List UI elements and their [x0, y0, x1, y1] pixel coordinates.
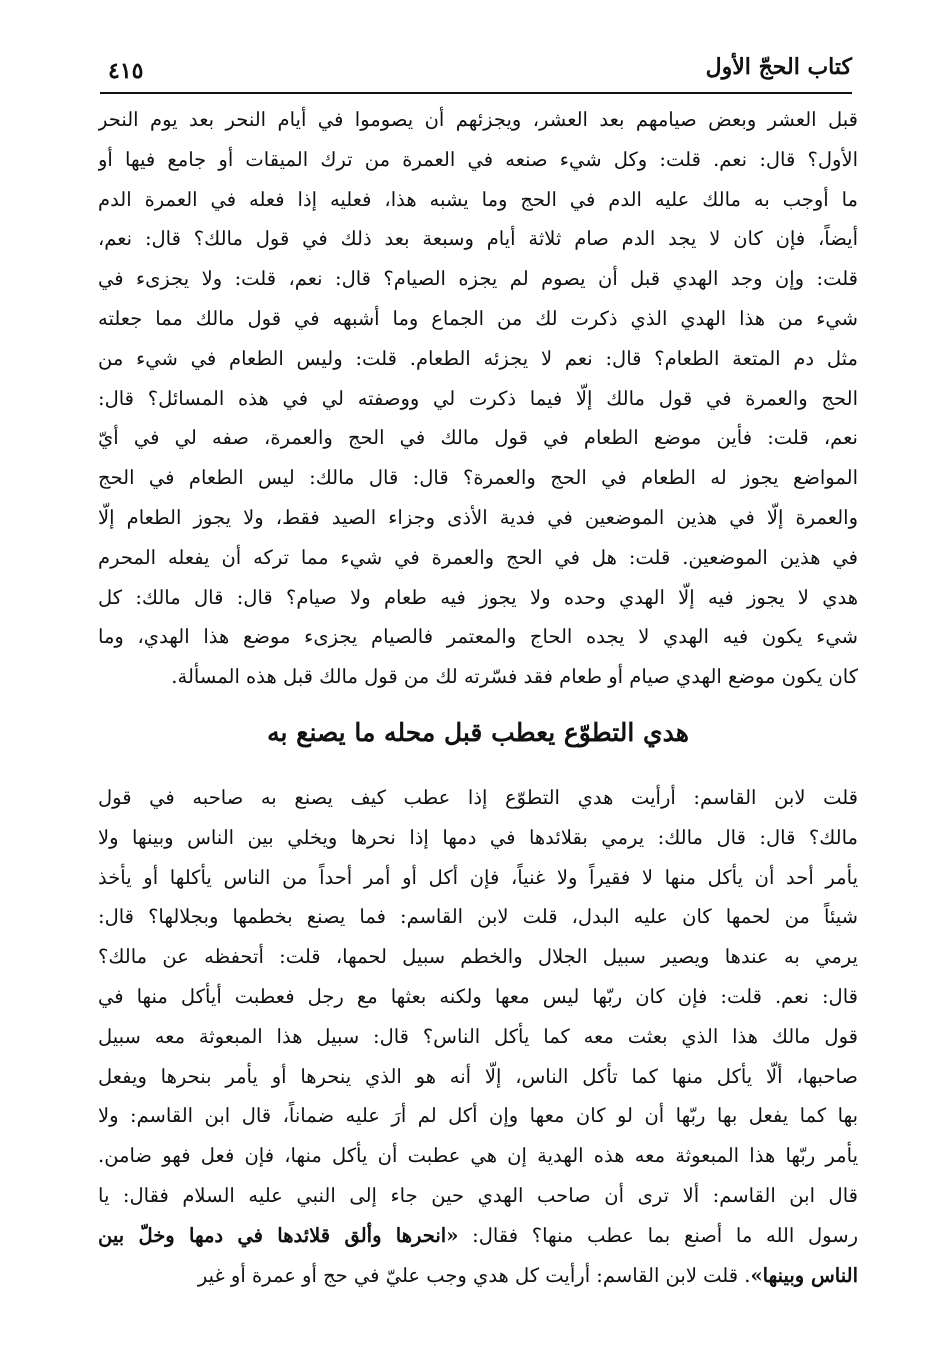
text-line: قال ابن القاسم: ألا ترى أن صاحب الهدي حين جاء إلى النبي عليه السلام فقال: يا [98, 1183, 858, 1207]
text-line: قلت لابن القاسم: أرأيت هدي التطوّع إذا عطب كيف يصنع به صاحبه في قول [98, 786, 858, 809]
running-title: كتاب الحجّ الأول [705, 54, 852, 80]
text-line: الأول؟ قال: نعم. قلت: وكل شيء صنعه في العمرة من ترك الميقات أو جامع فيها أو [98, 147, 858, 171]
text-line: شيء يكون فيه الهدي لا يجده الحاج والمعتمر فالصيام يجزىء موضع هذا الهدي، وما [98, 625, 858, 649]
text-line: قول مالك هذا الذي بعثت معه كما يأكل الناس؟ قال: سبيل هذا المبعوثة معه سبيل [98, 1024, 858, 1048]
hadith-quote: الناس وبينها» [750, 1263, 858, 1287]
text-line: يأمر ربّها هذا المبعوثة معه هذه الهدية إن هي عطبت أن يأكل منها، فإن فعل فهو ضامن. [98, 1144, 858, 1168]
text-line: في هذين الموضعين. قلت: هل في الحج والعمرة في شيء مما تركه أن يفعله المحرم [98, 545, 858, 569]
text-line: كان يكون موضع الهدي صيام أو طعام فقد فسّرته لك من قول مالك قبل هذه المسألة. [171, 665, 858, 689]
text-line: ما أوجب به مالك عليه الدم في الحج وما يشبه هذا، فعليه إذا فعله في العمرة الدم [98, 187, 858, 211]
text-line: مالك؟ قال: قال مالك: يرمي بقلائدها في دمها إذا نحرها ويخلي بين الناس وبينها ولا [98, 825, 858, 849]
hadith-quote: «انحرها وألق قلائدها في دمها وخلّ بين [98, 1223, 459, 1247]
text-line: هدي لا يجوز فيه إلّا الهدي وحده ولا يجوز فيه طعام ولا صيام؟ قال: قال مالك: كل [98, 585, 858, 609]
text-line: الحج والعمرة في قول مالك إلّا فيما ذكرت لي ووصفته لي في هذه المسائل؟ قال: [98, 386, 858, 410]
page-header [100, 52, 852, 94]
paragraph-section [98, 778, 858, 1295]
text-line: صاحبها، ألّا يأكل منها كما تأكل الناس، إلّا أنه هو الذي ينحرها أو يأمر بنحرها ويفعل [98, 1064, 858, 1088]
text-line: قبل العشر وبعض صيامهم بعد العشر، ويجزئهم أن يصوموا في أيام النحر بعد يوم النحر [98, 108, 858, 131]
text-line: والعمرة إلّا في هذين الموضعين في فدية الأذى وجزاء الصيد فقط، ولا يجوز الطعام إلّا [98, 505, 858, 529]
paragraph-continuation [98, 100, 858, 697]
page-number: ٤١٥ [108, 58, 144, 84]
text-line: الناس وبينها». قلت لابن القاسم: أرأيت كل هدي وجب عليّ في حج أو عمرة أو غير [197, 1263, 858, 1287]
text-line: مثل دم المتعة الطعام؟ قال: نعم لا يجزئه الطعام. قلت: وليس الطعام في شيء من [98, 346, 858, 370]
text-line: بها كما يفعل بها ربّها أن لو كان معها وإن أكل لم أرَ عليه ضماناً، قال ابن القاسم: ولا [98, 1104, 858, 1128]
text-line: شيئاً من لحمها كان عليه البدل، قلت لابن القاسم: فما يصنع بخطمها وبجلالها؟ قال: [98, 905, 858, 929]
text-line: المواضع يجوز له الطعام في الحج والعمرة؟ قال: قال مالك: ليس الطعام في الحج [98, 466, 858, 490]
text-line: يأمر أحد أن يأكل منها لا فقيراً ولا غنياً، فإن أكل أو أمر أحداً من الناس يأكلها أو يأخذ [98, 865, 858, 889]
text-line: رسول الله ما أصنع بما عطب منها؟ فقال: «انحرها وألق قلائدها في دمها وخلّ بين [98, 1223, 858, 1247]
text-line: نعم، قلت: فأين موضع الطعام في قول مالك في الحج والعمرة، صفه لي في أيّ [98, 426, 858, 450]
text-line: قلت: وإن وجد الهدي قبل أن يصوم لم يجزه الصيام؟ قال: نعم، قلت: ولا يجزىء في [98, 267, 858, 291]
text-line: يرمي به عندها ويصير سبيل الجلال والخطم سبيل لحمها، قلت: أتحفظه عن مالك؟ [98, 945, 858, 969]
text-line: شيء من هذا الهدي الذي ذكرت لك من الجماع وما أشبهه في قول مالك مما جعلته [98, 306, 858, 330]
text-line: أيضاً، فإن كان لا يجد الدم صام ثلاثة أيام وسبعة بعد ذلك في قول مالك؟ قال: نعم، [98, 227, 858, 251]
text-line: قال: نعم. قلت: فإن كان ربّها ليس معها ولكنه بعثها مع رجل فعطبت أيأكل منها في [98, 984, 858, 1008]
section-heading: هدي التطوّع يعطب قبل محله ما يصنع به [267, 718, 689, 747]
